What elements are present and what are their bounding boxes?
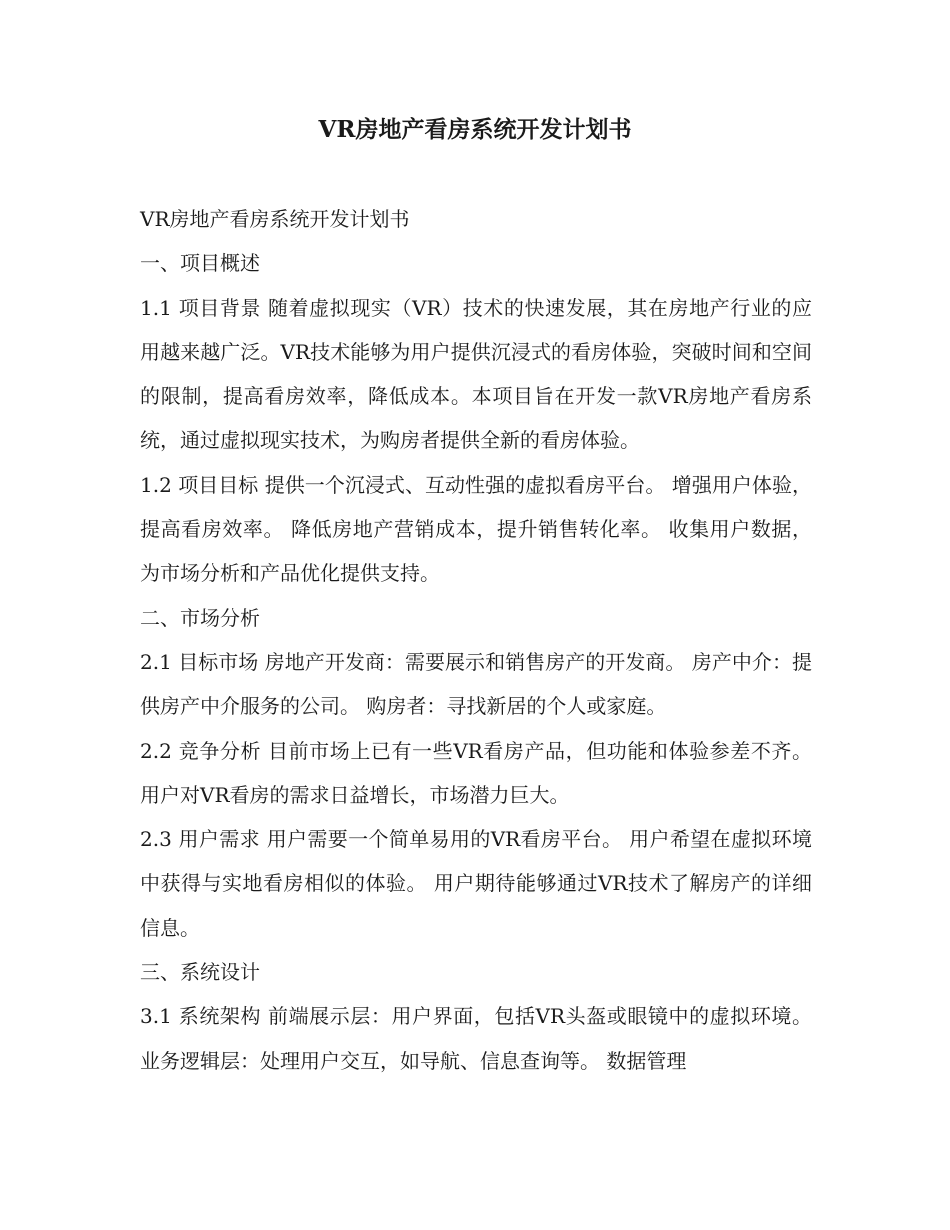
- paragraph-system-architecture: 3.1 系统架构 前端展示层：用户界面，包括VR头盔或眼镜中的虚拟环境。 业务逻辑层：处理用户交互，如导航、信息查询等。 数据管理: [140, 1004, 812, 1073]
- body-heading: VR房地产看房系统开发计划书: [140, 207, 410, 231]
- paragraph-user-needs: 2.3 用户需求 用户需要一个简单易用的VR看房平台。 用户希望在虚拟环境中获得与实地看房相似的体验。 用户期待能够通过VR技术了解房产的详细信息。: [140, 827, 812, 940]
- document-title: VR房地产看房系统开发计划书: [318, 116, 632, 143]
- section-heading-system-design: 三、系统设计: [140, 960, 260, 985]
- section-heading-market-analysis: 二、市场分析: [140, 605, 260, 630]
- document-body: [140, 197, 812, 1083]
- section-heading-overview: 一、项目概述: [140, 251, 260, 276]
- paragraph-target-market: 2.1 目标市场 房地产开发商：需要展示和销售房产的开发商。 房产中介：提供房产中介服务的公司。 购房者：寻找新居的个人或家庭。: [140, 649, 812, 719]
- paragraph-competition-analysis: 2.2 竞争分析 目前市场上已有一些VR看房产品，但功能和体验参差不齐。 用户对VR看房的需求日益增长，市场潜力巨大。: [140, 738, 812, 807]
- paragraph-project-background: 1.1 项目背景 随着虚拟现实（VR）技术的快速发展，其在房地产行业的应用越来越广泛。VR技术能够为用户提供沉浸式的看房体验，突破时间和空间的限制，提高看房效率，降低成本。本项目旨在开发一款VR房地产看房系统，通过虚拟现实技术，为购房者提供全新的看房体验。: [140, 295, 812, 453]
- paragraph-project-goals: 1.2 项目目标 提供一个沉浸式、互动性强的虚拟看房平台。 增强用户体验，提高看房效率。 降低房地产营销成本，提升销售转化率。 收集用户数据，为市场分析和产品优化提供支持。: [140, 472, 812, 586]
